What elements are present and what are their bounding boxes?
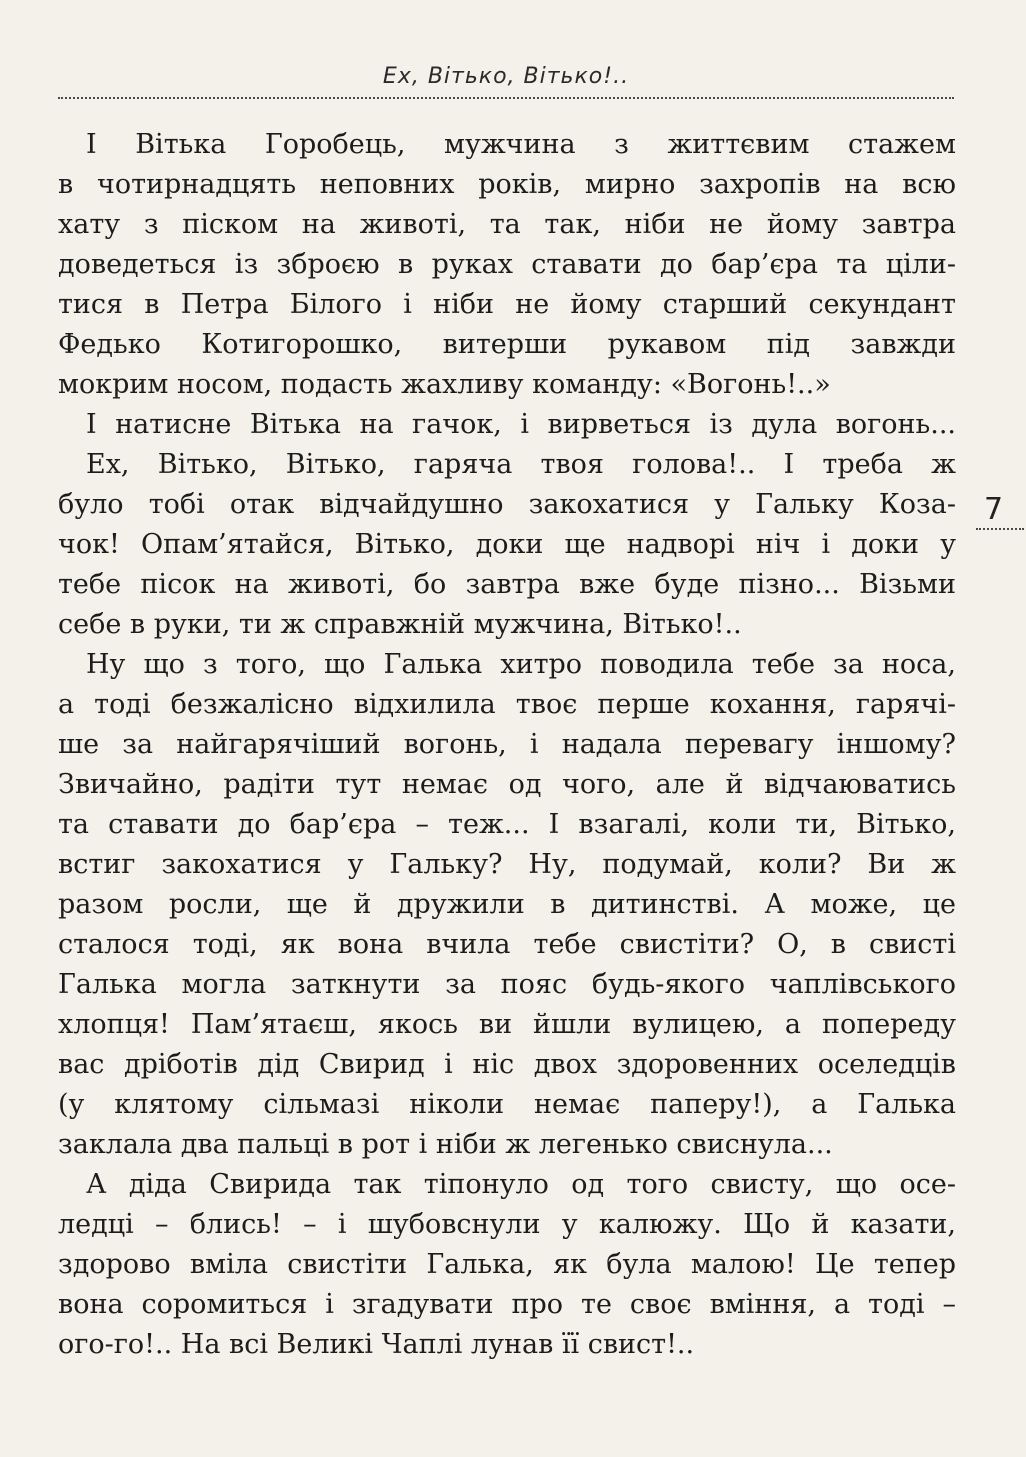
text-line: Ну що з того, що Галька хитро поводила тебе за носа, (86, 649, 956, 680)
text-line: вона соромиться і згадувати про те своє вміння, а тоді – (58, 1289, 956, 1320)
text-line: хлопця! Пам’ятаєш, якось ви йшли вулицею, а попереду (58, 1009, 956, 1040)
text-line: мокрим носом, подасть жахливу команду: «Вогонь!..» (58, 369, 831, 400)
text-line: було тобі отак відчайдушно закохатися у Гальку Коза- (58, 489, 956, 520)
body-text (58, 125, 956, 1365)
page-number-dotted-rule (976, 528, 1024, 530)
text-line: хату з піском на животі, та так, ніби не йому завтра (58, 209, 956, 240)
text-line: ледці – блись! – і шубовснули у калюжу. Що й казати, (58, 1209, 956, 1240)
text-line: сталося тоді, як вона вчила тебе свистіти? О, в свисті (58, 929, 956, 960)
text-line: доведеться із зброєю в руках ставати до бар’єра та ціли- (58, 249, 956, 280)
text-line: та ставати до бар’єра – теж... І взагалі, коли ти, Вітько, (58, 809, 956, 840)
text-line: здорово вміла свистіти Галька, як була малою! Це тепер (58, 1249, 956, 1280)
running-head: Ех, Вітько, Вітько!.. (382, 64, 630, 89)
text-line: тебе пісок на животі, бо завтра вже буде пізно... Візьми (58, 569, 956, 600)
text-line: І Вітька Горобець, мужчина з життєвим стажем (86, 129, 956, 160)
text-line: Звичайно, радіти тут немає од чого, але й відчаюватись (58, 769, 956, 800)
text-line: (у клятому сільмазі ніколи немає паперу!), а Галька (58, 1089, 956, 1120)
text-line: а тоді безжалісно відхилила твоє перше кохання, гарячі- (58, 689, 956, 720)
text-line: заклала два пальці в рот і ніби ж легенько свиснула... (58, 1129, 833, 1160)
text-line: І натисне Вітька на гачок, і вирветься із дула вогонь... (86, 409, 956, 440)
header-dotted-rule (58, 97, 954, 99)
text-line: тися в Петра Білого і ніби не йому старший секундант (58, 289, 956, 320)
text-line: разом росли, ще й дружили в дитинстві. А може, це (58, 889, 956, 920)
text-line: вас дріботів дід Свирид і ніс двох здоровенних оселедців (58, 1049, 956, 1080)
text-line: себе в руки, ти ж справжній мужчина, Вітько!.. (58, 609, 742, 640)
text-line: Галька могла заткнути за пояс будь-якого чаплівського (58, 969, 956, 1000)
page-number: 7 (984, 492, 1004, 527)
text-line: А діда Свирида так тіпонуло од того свисту, що осе- (86, 1169, 956, 1200)
text-line: ого-го!.. На всі Великі Чаплі лунав її свист!.. (58, 1329, 695, 1360)
text-line: встиг закохатися у Гальку? Ну, подумай, коли? Ви ж (58, 849, 956, 880)
text-line: чок! Опам’ятайся, Вітько, доки ще надворі ніч і доки у (58, 529, 956, 560)
text-line: в чотирнадцять неповних років, мирно захропів на всю (58, 169, 956, 200)
text-line: Ех, Вітько, Вітько, гаряча твоя голова!.. І треба ж (86, 449, 956, 480)
text-line: ше за найгарячіший вогонь, і надала перевагу іншому? (58, 729, 956, 760)
text-line: Федько Котигорошко, витерши рукавом під завжди (58, 329, 956, 360)
